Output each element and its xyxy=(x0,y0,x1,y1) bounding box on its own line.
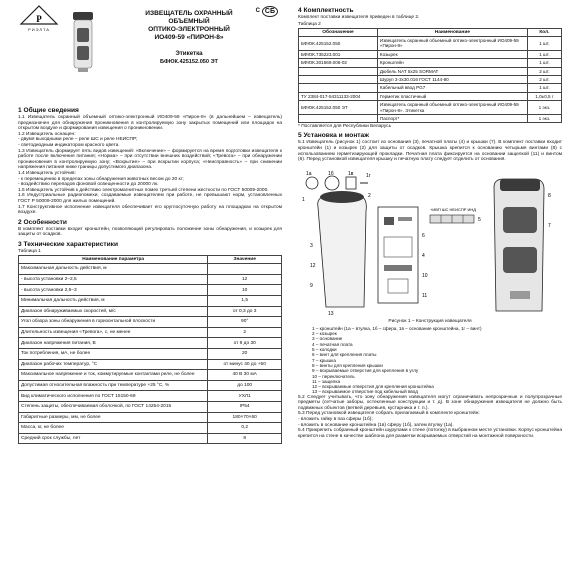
section-2-heading: 2 Особенности xyxy=(18,218,67,226)
kit-qty: 1,0±0,5 г xyxy=(527,92,561,100)
brand-name: РИЭЛТА xyxy=(28,27,50,32)
kit-qty: 2 шт. xyxy=(527,76,561,84)
kit-code xyxy=(299,115,378,123)
part-item: 10 – переключатель xyxy=(312,373,355,379)
header xyxy=(18,4,282,104)
kit-code xyxy=(299,76,378,84)
spec-param: Максимальное напряжение и ток, коммутируемые контактами реле, не более xyxy=(19,370,208,381)
kit-qty: 1 шт. xyxy=(527,59,561,67)
spec-param: Допустимая относительная влажность при температуре +25 °С, % xyxy=(19,380,208,391)
kit-qty: 1 шт. xyxy=(527,37,561,51)
section-5-more: 5.2 Следует учитывать, что зону обнаружения извещателя могут ограничивать непрозрачные и полупрозрачные предметы (сетчатые заборы, остекленные конструкции и т. д). В зоне обнаружения извещателя не должно быть подвижных объектов (ветвей деревьев, кустарника и т. п.). 5.3 Перед установкой извещателя собрать прилагаемый в комплекте кронштейн: - вложить гайку в паз сферы (1б); - вложить в основание кронштейна (1в) сферу (1б), затем втулку (1а). 5.4 Прикрепить собранный кронштейн шурупами к стене (потолку) в выбранном месте установки. Корпус кронштейна крепится на стене в качестве шаблона для разметки вскрываемых отверстий на монтажной поверхности. xyxy=(298,394,562,439)
kit-row xyxy=(299,67,562,75)
kit-row xyxy=(299,84,562,92)
kit-row xyxy=(299,37,562,51)
section-2-body: В комплект поставки входит кронштейн, позволяющий регулировать положение зоны обнаружения, и козырек для защиты от осадков. xyxy=(18,226,282,238)
part-item: 12 – вскрываемые отверстия для крепления кронштейна xyxy=(312,384,434,390)
section-5-heading: 5 Установка и монтаж xyxy=(298,132,369,140)
label-1: 1 xyxy=(302,196,305,203)
bracket-base-drawing xyxy=(346,177,356,189)
label-1a: 1а xyxy=(306,170,312,177)
spec-row xyxy=(19,402,282,413)
label-1d: 1г xyxy=(366,172,371,179)
spec-param: Диапазон обнаруживаемых скоростей, м/с xyxy=(19,306,208,317)
spec-param: - высота установки 2–2,5 xyxy=(19,274,208,285)
label-7: 7 xyxy=(548,222,551,229)
spec-value: 12 xyxy=(208,274,282,285)
kit-table xyxy=(298,28,562,124)
spec-param: Масса, кг, не более xyxy=(19,423,208,434)
label-1c: 1в xyxy=(348,170,354,177)
spec-value: 20 xyxy=(208,349,282,360)
part-item: 4 – печатная плата xyxy=(312,341,353,347)
spec-row xyxy=(19,338,282,349)
part-item: 13 – вскрываемое отверстие под кабельный ввод xyxy=(312,389,418,395)
kit-col-code: Обозначение xyxy=(299,28,378,36)
kit-code xyxy=(299,67,378,75)
bracket-sleeve-drawing xyxy=(306,177,318,189)
spec-value: от 0,3 до 3 xyxy=(208,306,282,317)
spec-value: от минус 40 до +50 xyxy=(208,359,282,370)
spec-row xyxy=(19,285,282,296)
doc-label: Этикетка xyxy=(175,50,203,57)
spec-row xyxy=(19,349,282,360)
kit-name: Герметик пластичный xyxy=(377,92,527,100)
section-4-intro: Комплект поставки извещателя приведен в таблице 2. xyxy=(298,15,420,20)
spec-row xyxy=(19,433,282,444)
kit-code: БФЮК.301569.006-02 xyxy=(299,59,378,67)
terminal-labels: +ИВП ШС НЕИСПР ИНД xyxy=(430,206,476,212)
spec-table xyxy=(18,255,282,445)
cert-mark-c: С xyxy=(255,8,260,14)
kit-name: Извещатель охранный объемный оптико-электронный ИО409-59 «Пирон-8». Этикетка xyxy=(377,101,527,115)
label-3: 3 xyxy=(310,242,313,249)
spec-value: 10 xyxy=(208,285,282,296)
kit-name: Шуруп 3-3х30.016 ГОСТ 1144-80 xyxy=(377,76,527,84)
spec-row xyxy=(19,391,282,402)
device-drawing xyxy=(298,167,562,317)
spec-col-param: Наименование параметра xyxy=(19,255,208,263)
kit-name: Дюбель NAT 5х25 SORMAT xyxy=(377,67,527,75)
kit-name: Кронштейн xyxy=(377,59,527,67)
spec-value: УХЛ1 xyxy=(208,391,282,402)
kit-row xyxy=(299,101,562,115)
spec-param: Длительность извещения «Тревога», с, не менее xyxy=(19,327,208,338)
spec-param: Средний срок службы, лет xyxy=(19,433,208,444)
kit-qty: 1 экз. xyxy=(527,101,561,115)
housing-drawing xyxy=(318,195,367,307)
figure-1-caption: Рисунок 1 – Конструкция извещателя xyxy=(388,318,472,324)
kit-name: Паспорт* xyxy=(377,115,527,123)
part-item: 7 – крышка xyxy=(312,357,336,363)
spec-value: IP54 xyxy=(208,402,282,413)
spec-value: 40 В 30 мА xyxy=(208,370,282,381)
part-item: 9 – вскрываемые отверстия для крепления в углу xyxy=(312,368,419,374)
kit-qty: 1 шт. xyxy=(527,50,561,58)
kit-footnote: * Поставляется для Республики Беларусь xyxy=(298,124,392,130)
spec-value: до 100 xyxy=(208,380,282,391)
part-item: 2 – козырек xyxy=(312,331,337,337)
part-item: 3 – основание xyxy=(312,336,343,342)
kit-name: Извещатель охранный объемный оптико-электронный ИО409-59 «Пирон-8» xyxy=(377,37,527,51)
spec-param: Максимальная дальность действия, м xyxy=(19,264,208,275)
kit-row xyxy=(299,59,562,67)
kit-code: ТУ 2384-017-54311133-2004 xyxy=(299,92,378,100)
part-item: 11 – защелка xyxy=(312,378,341,384)
label-2: 2 xyxy=(368,192,371,199)
spec-row xyxy=(19,359,282,370)
spec-row xyxy=(19,274,282,285)
spec-row xyxy=(19,264,282,275)
spec-param: Ток потребления, мА, не более xyxy=(19,349,208,360)
spec-value: 0,2 xyxy=(208,423,282,434)
spec-value: 8 xyxy=(208,433,282,444)
label-10: 10 xyxy=(422,272,428,279)
spec-param: Угол обзора зоны обнаружения в горизонтальной плоскости xyxy=(19,317,208,328)
figure-1 xyxy=(298,167,562,317)
brand-logo xyxy=(18,4,60,32)
kit-row xyxy=(299,115,562,123)
bracket-sphere-drawing xyxy=(325,176,339,190)
spec-row xyxy=(19,423,282,434)
kit-col-qty: Кол. xyxy=(527,28,561,36)
spec-row xyxy=(19,306,282,317)
right-column xyxy=(292,0,570,570)
spec-row xyxy=(19,296,282,307)
spec-param: Вид климатического исполнения по ГОСТ 15150-69 xyxy=(19,391,208,402)
spec-row xyxy=(19,370,282,381)
label-13: 13 xyxy=(328,310,334,317)
spec-value xyxy=(208,264,282,275)
kit-qty: 2 шт. xyxy=(527,67,561,75)
spec-row xyxy=(19,317,282,328)
doc-title: ИЗВЕЩАТЕЛЬ ОХРАННЫЙ ОБЪЕМНЫЙ ОПТИКО-ЭЛЕКТРОННЫЙ ИО409-59 «ПИРОН-8» xyxy=(145,10,233,41)
cert-mark-sb: СБ xyxy=(262,6,278,17)
label-12: 12 xyxy=(310,262,316,269)
spec-param: Диапазон рабочих температур, °С xyxy=(19,359,208,370)
kit-name: Кабельный ввод PG7 xyxy=(377,84,527,92)
parts-list xyxy=(298,326,562,395)
visor-drawing xyxy=(320,191,364,203)
kit-row xyxy=(299,92,562,100)
spec-param: Минимальная дальность действия, м xyxy=(19,296,208,307)
spec-value: 2 xyxy=(208,327,282,338)
label-1b: 1б xyxy=(328,170,334,177)
part-item: 6 – винт для крепления платы xyxy=(312,352,377,358)
spec-value: 90° xyxy=(208,317,282,328)
kit-code: БФЮК.425152.050 xyxy=(299,37,378,51)
kit-code xyxy=(299,84,378,92)
kit-code: БФЮК.425152.050 ЭТ xyxy=(299,101,378,115)
spec-param: Степень защиты, обеспечиваемая оболочкой, по ГОСТ 14254-2015 xyxy=(19,402,208,413)
device-photo-icon xyxy=(70,10,96,74)
part-item: 1 – кронштейн (1а – втулка, 1б – сфера, 1в – основание кронштейна, 1г – винт) xyxy=(312,325,482,331)
svg-text:Р: Р xyxy=(36,14,42,24)
part-item: 8 – винты для крепления крышки xyxy=(312,362,383,368)
spec-row xyxy=(19,380,282,391)
kit-row xyxy=(299,50,562,58)
label-4: 4 xyxy=(422,252,425,259)
kit-code: БФЮК.735223.001 xyxy=(299,50,378,58)
spec-param: - высота установки 2,5–3 xyxy=(19,285,208,296)
label-11: 11 xyxy=(422,292,428,299)
section-1-body: 1.1 Извещатель охранный объемный оптико-электронный ИО409-59 «Пирон-8» (в дальнейшем – извещатель) предназначен для обнаружения проникновения в контролируемую зону закрытых помещений или площадок на открытом воздухе и формирования извещения о проникновении. 1.2 Извещатель оснащен: - двумя выходными реле – реле ШС и реле НЕИСПР; - светодиодным индикатором красного цвета. 1.3 Извещатель формирует пять видов извещений: «Включение» – формируется на время подготовки извещателя к работе после включения питания; «Норма» – при отсутствии внешних воздействий; «Тревога» – при обнаружении проникновения в контролируемую зону; «Вскрытие» – при вскрытии корпуса; «Неисправность» – при снижении напряжения питания ниже границы допустимого диапазона. 1.4 Извещатель устойчив: - к перемещению в пределах зоны обнаружения животных весом до 20 кг; - воздействию перепадов фоновой освещенности до 20000 лк. 1.5 Извещатель устойчив к действию электромагнитных помех третьей степени жесткости по ГОСТ 50009-2000. 1.6 Индустриальные радиопомехи, создаваемые извещателем при работе, не превышают норм, установленных ГОСТ Р 50009-2000 для жилых помещений. 1.7 Конструктивное исполнение извещателя обеспечивает его круглосуточную работу на площадках на открытом воздухе. xyxy=(18,115,282,216)
table-1-caption: Таблица 1 xyxy=(18,248,41,254)
doc-code: БФЮК.425152.050 ЭТ xyxy=(160,59,218,65)
spec-param: Габаритные размеры, мм, не более xyxy=(19,412,208,423)
section-1-heading: 1 Общие сведения xyxy=(18,107,79,114)
section-4-heading: 4 Комплектность xyxy=(298,7,354,14)
spec-value: от 9 до 30 xyxy=(208,338,282,349)
kit-qty: 1 экз. xyxy=(527,115,561,123)
kit-row xyxy=(299,76,562,84)
table-2-caption: Таблица 2 xyxy=(298,21,321,27)
title-block xyxy=(96,4,282,65)
kit-qty: 1 шт. xyxy=(527,84,561,92)
part-item: 5 – колодки xyxy=(312,347,337,353)
spec-row xyxy=(19,327,282,338)
spec-value: 180×70×60 xyxy=(208,412,282,423)
kit-col-name: Наименование xyxy=(377,28,527,36)
section-3-heading: 3 Технические характеристики xyxy=(18,240,119,248)
spec-col-value: Значение xyxy=(208,255,282,263)
spec-row xyxy=(19,412,282,423)
label-6: 6 xyxy=(422,232,425,239)
label-8: 8 xyxy=(548,192,551,199)
brand-emblem-icon xyxy=(19,4,59,26)
section-5-para-1: 5.1 Извещатель (рисунок 1) состоит из основания (3), печатной платы (4) и крышки (7). В комплект поставки входит кронштейн (1) и козырек (2) для защиты от осадков. Крышка крепится к основанию четырьмя винтами (8) с использованием герметизирующей прокладки. Печатная плата фиксируется на основании защелкой (11) и винтом (6). Перед установкой извещателя крышку и печатную плату следует отделить от основания. xyxy=(298,140,562,163)
spec-value: 1,5 xyxy=(208,296,282,307)
kit-name: Козырек xyxy=(377,50,527,58)
label-5: 5 xyxy=(478,216,481,223)
label-9: 9 xyxy=(310,282,313,289)
spec-param: Диапазон напряжения питания, В xyxy=(19,338,208,349)
